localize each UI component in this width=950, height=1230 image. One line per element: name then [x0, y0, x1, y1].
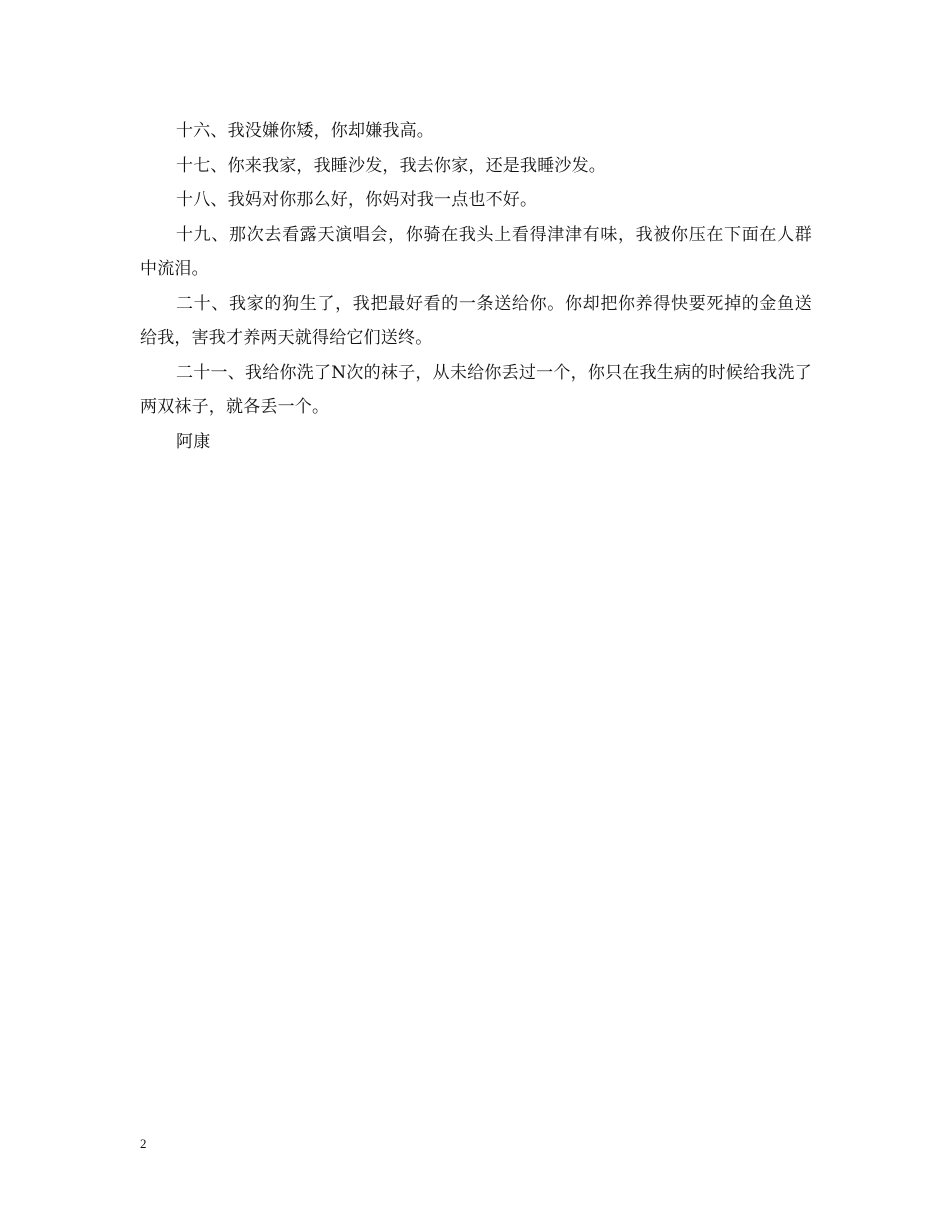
- document-body: [140, 114, 812, 459]
- paragraph-18: 十八、我妈对你那么好，你妈对我一点也不好。: [176, 190, 538, 210]
- paragraph-16: 十六、我没嫌你矮，你却嫌我高。: [176, 121, 434, 141]
- page-number: 2: [140, 1136, 147, 1151]
- author-signature: 阿康: [176, 431, 211, 452]
- paragraph-21: 二十一、我给你洗了N次的袜子，从未给你丢过一个，你只在我生病的时候给我洗了两双袜子，就各丢一个。: [140, 362, 812, 417]
- paragraph-17: 十七、你来我家，我睡沙发，我去你家，还是我睡沙发。: [176, 155, 606, 176]
- paragraph-19: 十九、那次去看露天演唱会，你骑在我头上看得津津有味，我被你压在下面在人群中流泪。: [140, 224, 812, 279]
- paragraph-20: 二十、我家的狗生了，我把最好看的一条送给你。你却把你养得快要死掉的金鱼送给我，害我才养两天就得给它们送终。: [140, 293, 812, 348]
